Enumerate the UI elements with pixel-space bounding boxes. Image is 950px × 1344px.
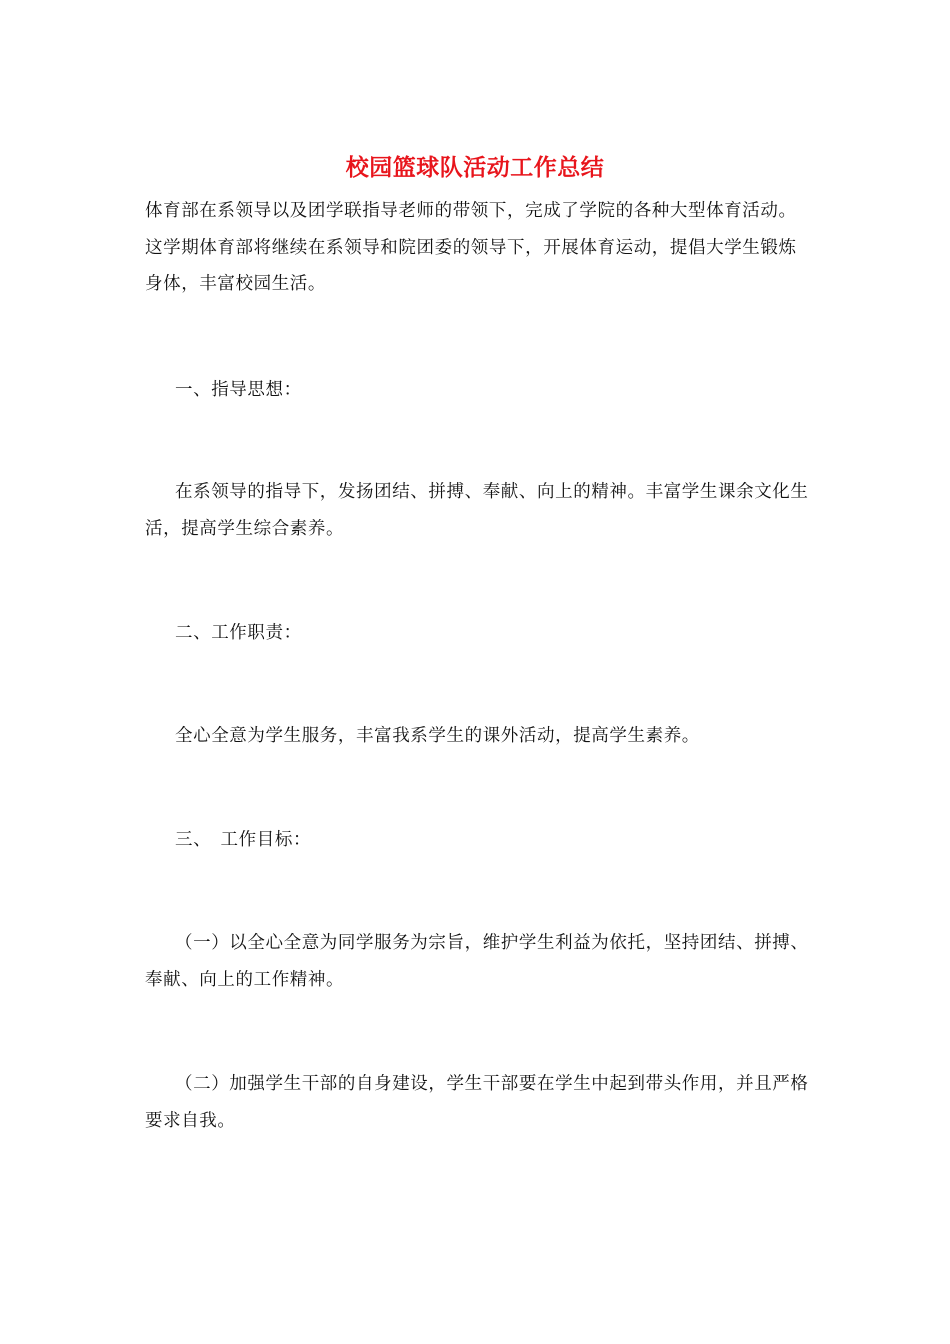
section2-heading: 二、工作职责： — [175, 623, 302, 643]
section3-heading: 三、 工作目标： — [175, 830, 312, 850]
intro-paragraph: 体育部在系领导以及团学联指导老师的带领下，完成了学院的各种大型体育活动。这学期体育部将继续在系领导和院团委的领导下，开展体育运动，提倡大学生锻炼身体，丰富校园生活。 — [145, 201, 797, 294]
goal1-paragraph: （一）以全心全意为同学服务为宗旨，维护学生利益为依托，坚持团结、拼搏、奉献、向上的工作精神。 — [145, 933, 809, 990]
goal2-paragraph: （二）加强学生干部的自身建设，学生干部要在学生中起到带头作用，并且严格要求自我。 — [145, 1074, 809, 1131]
section2-body: 全心全意为学生服务，丰富我系学生的课外活动，提高学生素养。 — [175, 726, 700, 746]
document-title: 校园篮球队活动工作总结 — [345, 154, 605, 181]
section1-heading: 一、指导思想： — [175, 380, 302, 400]
section1-body: 在系领导的指导下，发扬团结、拼搏、奉献、向上的精神。丰富学生课余文化生活，提高学生综合素养。 — [145, 482, 809, 539]
